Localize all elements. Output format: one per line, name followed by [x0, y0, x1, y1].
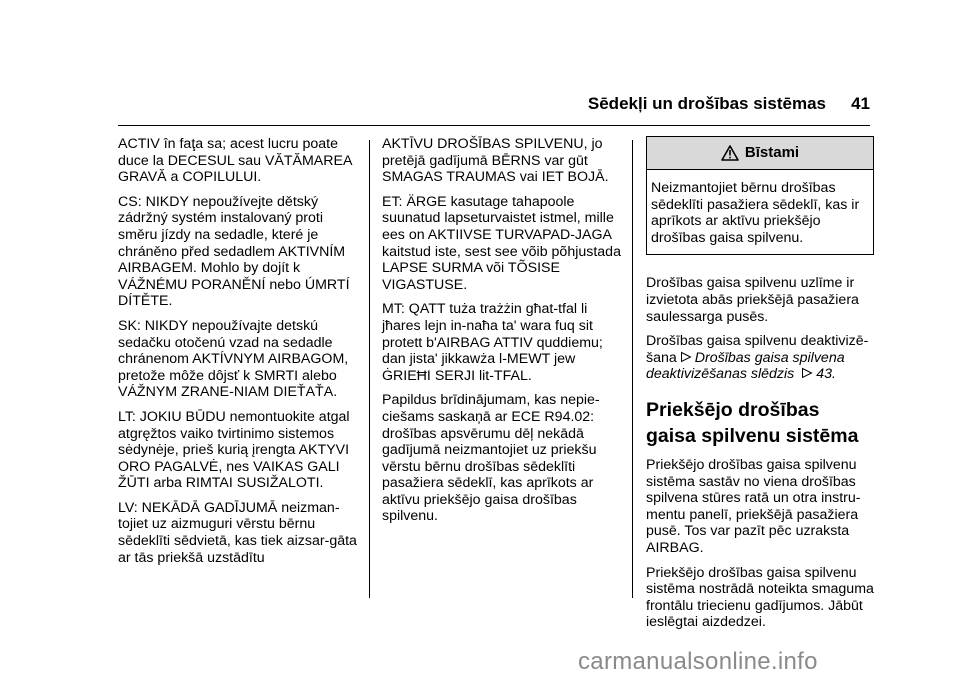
paragraph: CS: NIKDY nepoužívejte dětský zádržný systém instalovaný proti směru jízdy na sedadle, které je chráněno před sedadlem AKTIVNÍM AIRBAGEM. Mohlo by dojít k VÁŽNÉMU PORANĚNÍ nebo ÚMRTÍ DÍTĚTE.: [118, 193, 350, 310]
warning-box: [646, 136, 874, 255]
column-2: [382, 136, 622, 533]
paragraph: SK: NIKDY nepoužívajte detskú sedačku otočenú vzad na sedadle chránenom AKTÍVNYM AIRBAGOM, pretože môže dôjsť k SMRTI alebo VÁŽNYM ZRANE-NIAM DIEŤAŤA.: [118, 317, 349, 401]
column-1: [118, 136, 358, 574]
page-reference-arrow-icon: [801, 367, 813, 379]
header-rule: [118, 125, 870, 126]
warning-header: [647, 137, 873, 170]
reference-end: .: [832, 366, 836, 383]
paragraph: ACTIV în faţa sa; acest lucru poate duce la DECESUL sau VĂTĂMAREA GRAVĂ a COPILULUI.: [118, 136, 352, 186]
paragraph-with-reference: [646, 333, 874, 383]
paragraph: Papildus brīdinājumam, kas nepie-ciešams saskaņā ar ECE R94.02: drošības apsvērumu dēļ nekādā gadījumā neizmantojiet uz priekšu vērstu bērnu drošības sēdeklīti pasažiera sēdeklī, kas aprīkots ar aktīvu priekšējo gaisa drošības spilvenu.: [382, 392, 600, 525]
paragraph: Priekšējo drošības gaisa spilvenu sistēma sastāv no viena drošības spilvena stūres ratā un otra instru-mentu panelī, priekšējā pasažiera pusē. Tos var pazīt pēc uzraksta AIRBAG.: [646, 456, 861, 556]
warning-title: Bīstami: [744, 143, 800, 161]
paragraph-lead: Drošības gaisa spilvenu deaktivizē-šana: [646, 333, 869, 366]
column-3: [646, 136, 874, 639]
paragraph: AKTĪVU DROŠĪBAS SPILVENU, jo pretējā gadījumā BĒRNS var gūt SMAGAS TRAUMAS vai IET BOJĀ.: [382, 136, 609, 186]
page-number: 41: [851, 94, 870, 113]
section-title: Sēdekļi un drošības sistēmas: [587, 94, 826, 113]
page-reference-arrow-icon: [680, 351, 692, 363]
paragraph: MT: QATT tuża trażżin għat-tfal li jħares lejn in-naħa ta' wara fuq sit protett b'AIRBAG ATTIV quddiemu; dan jista' jikkawża l-MEWT jew ĠRIEĦI SERJI lit-TFAL.: [382, 301, 603, 384]
watermark: carmanualsonline.info: [578, 648, 818, 675]
paragraph: Drošības gaisa spilvenu uzlīme ir izvietota abās priekšējā pasažiera saulessarga pusēs.: [646, 275, 859, 325]
column-divider: [632, 140, 633, 598]
cross-reference-link[interactable]: Drošības gaisa spilvena deaktivizēšanas slēdzis: [646, 349, 845, 383]
warning-text: Neizmantojiet bērnu drošības sēdeklīti pasažiera sēdeklī, kas ir aprīkots ar aktīvu priekšējo drošības gaisa spilvenu.: [651, 180, 860, 246]
paragraph: LV: NEKĀDĀ GADĪJUMĀ neizman-tojiet uz aizmuguri vērstu bērnu sēdeklīti sēdvietā, kas tiek aizsar-gāta ar tās priekšā uzstādītu: [118, 499, 357, 566]
reference-page-number[interactable]: 43: [816, 366, 832, 383]
paragraph: ET: ÄRGE kasutage tahapoole suunatud lapseturvaistet istmel, mille ees on AKTIIVSE TURVAPAD-JAGA kaitstud iste, sest see võib põhjustada LAPSE SURMA või TÕSISE VIGASTUSE.: [382, 193, 621, 293]
paragraph: LT: JOKIU BŪDU nemontuokite atgal atgręžtos vaiko tvirtinimo sistemos sėdynėje, prieš kurią įrengta AKTYVI ORO PAGALVĖ, nes VAIKAS GALI ŽŪTI arba RIMTAI SUSIŽALOTI.: [118, 408, 350, 492]
column-divider: [369, 140, 370, 598]
warning-triangle-icon: [721, 145, 739, 161]
paragraph: Priekšējo drošības gaisa spilvenu sistēma nostrādā noteikta smaguma frontālu triecienu gadījumos. Jābūt ieslēgtai aizdedzei.: [646, 564, 874, 631]
page-header: [587, 94, 870, 116]
section-heading: Priekšējo drošības gaisa spilvenu sistēma: [646, 398, 859, 447]
